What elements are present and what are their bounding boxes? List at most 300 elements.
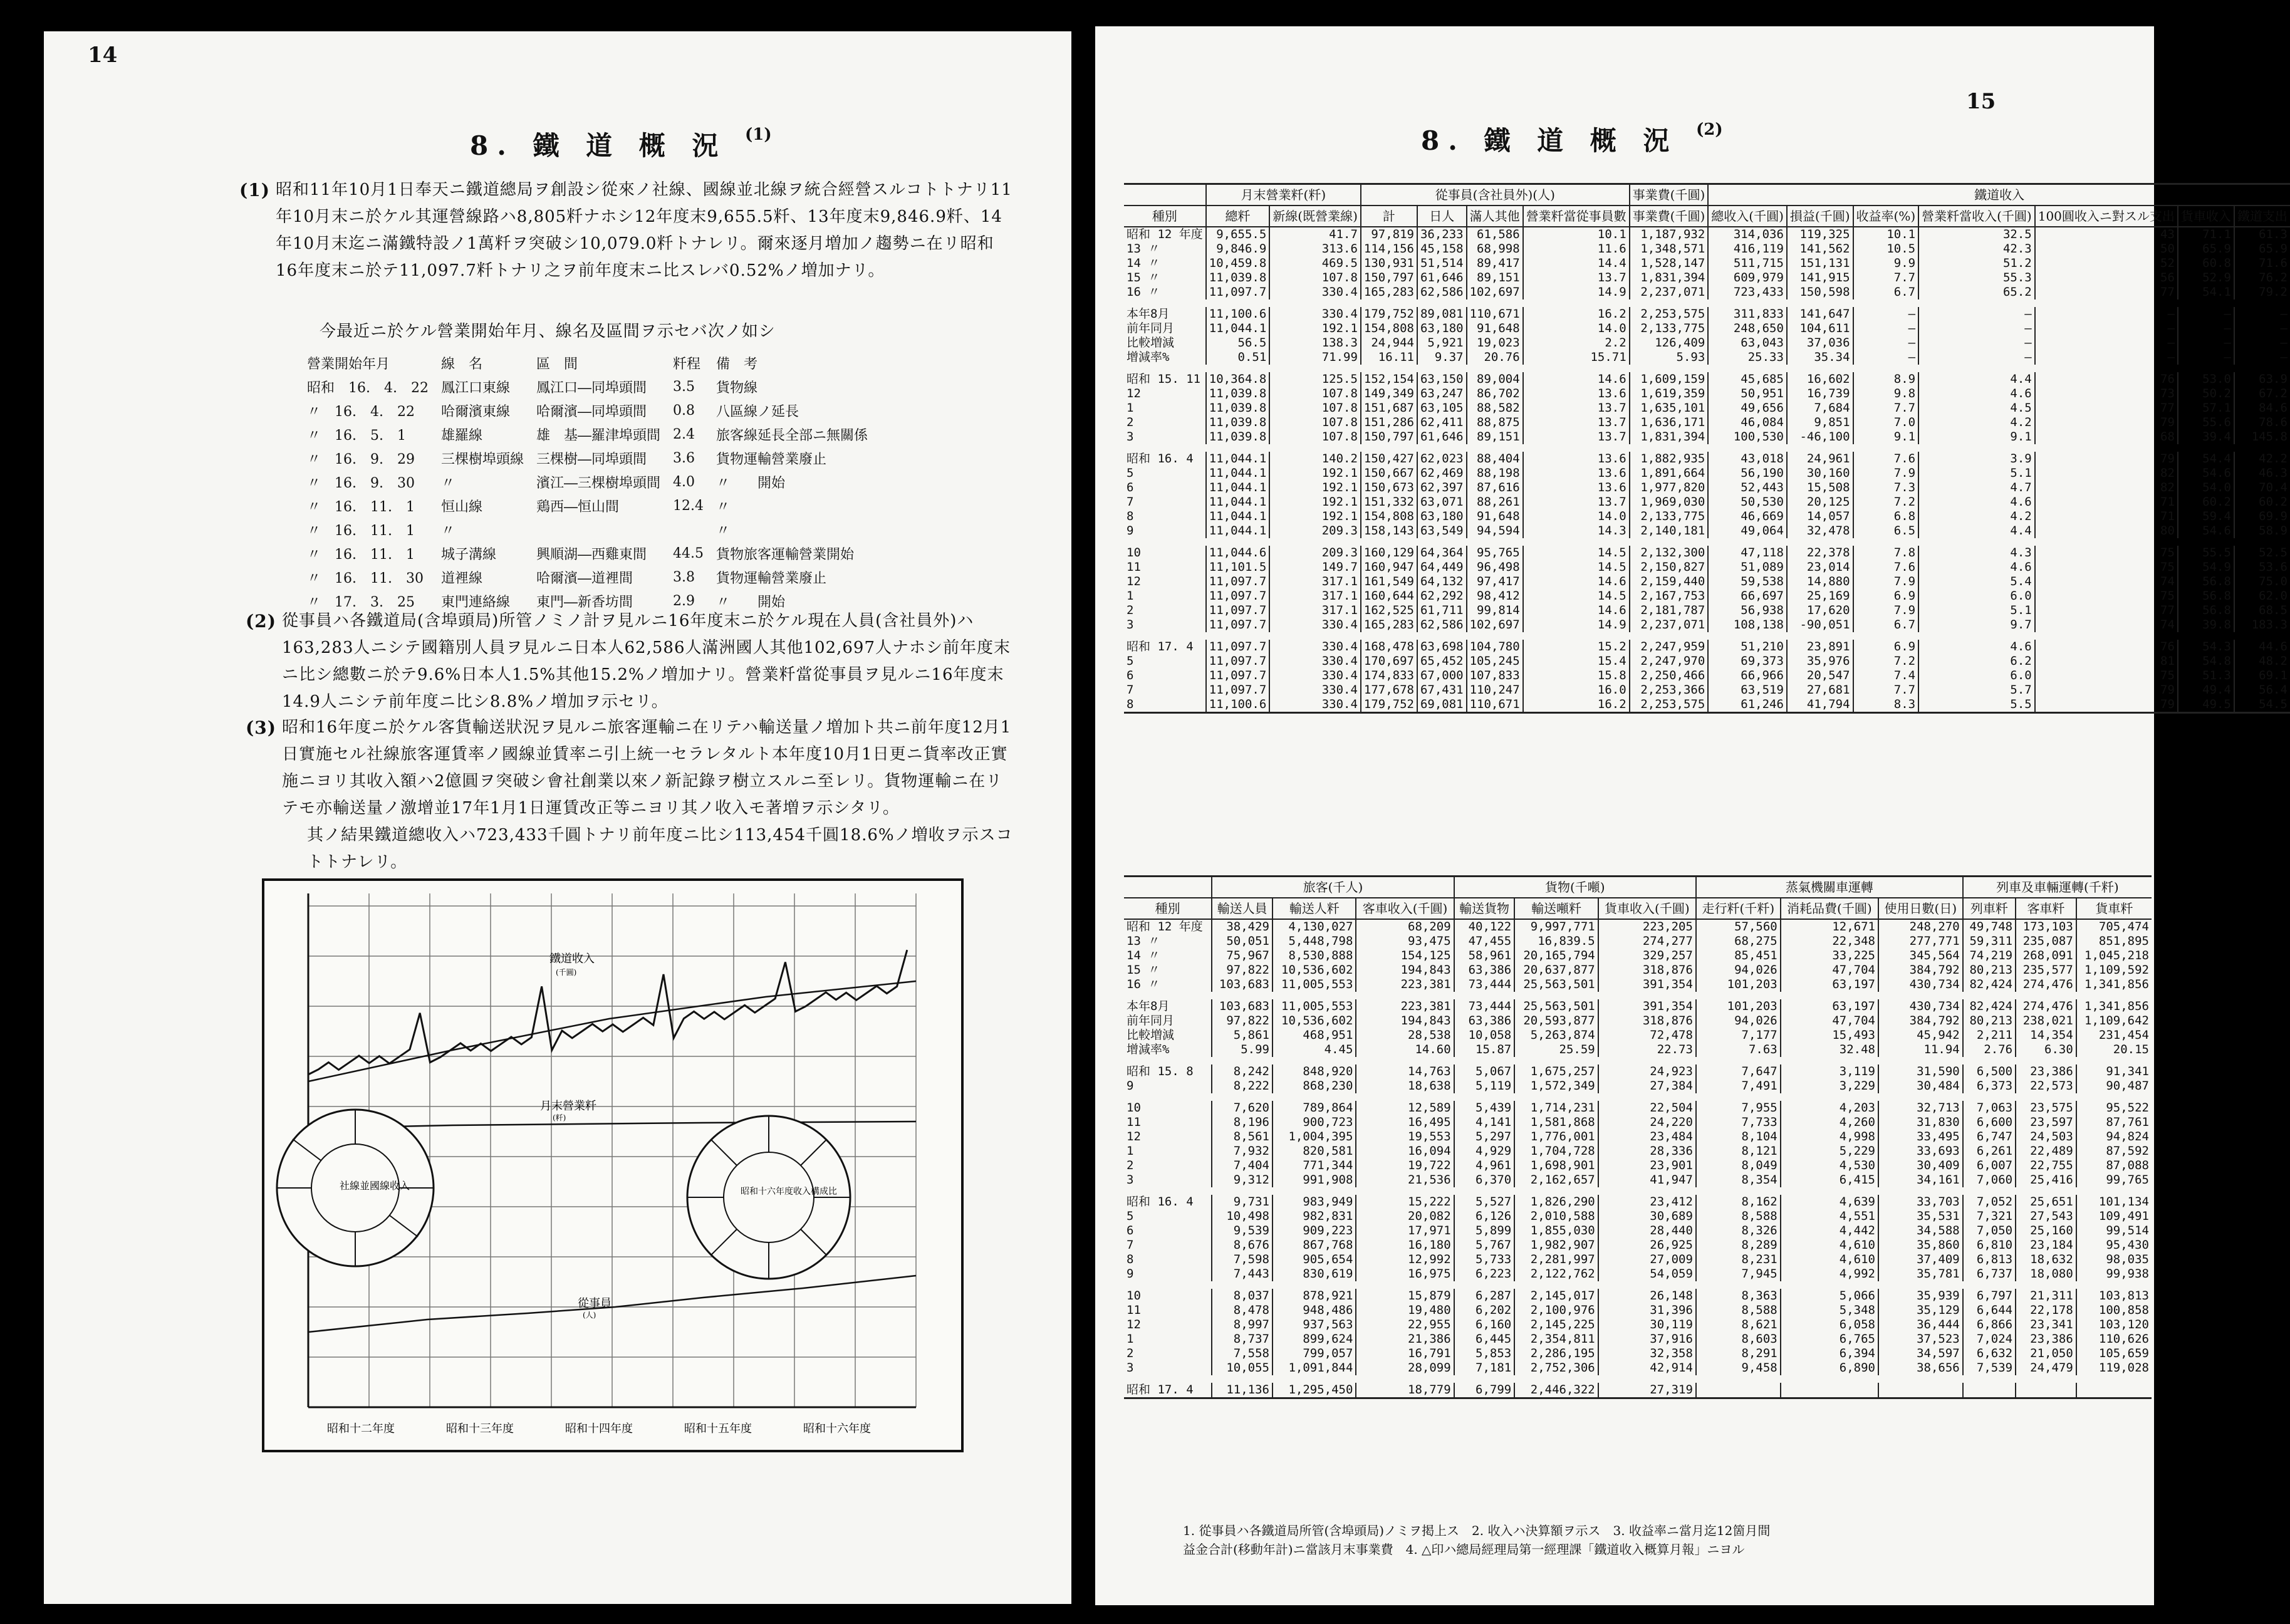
column-header: 新線(既營業線) [1269,206,1361,227]
table-cell: 38,656 [1878,1361,1963,1375]
table-cell: 22,504 [1598,1101,1696,1115]
table-cell: 27,384 [1598,1079,1696,1093]
table-cell: — [2035,350,2178,365]
table-cell: 138.3 [1269,336,1361,350]
table-row [1124,509,2290,524]
table-cell: 2.4 [673,426,695,442]
table-cell: 60.2 [2178,495,2234,509]
table-cell: 98,412 [1467,589,1523,603]
table-cell: 152,154 [1361,372,1417,387]
table-cell: 22,348 [1781,934,1878,949]
table-cell: 140.2 [1269,452,1361,466]
column-header: 輸送人員 [1212,898,1273,919]
table-row [1124,452,2290,466]
table-cell: 8,354 [1696,1173,1781,1187]
table-cell: 12,992 [1356,1252,1454,1267]
table-cell: 1,045,218 [2076,949,2152,963]
table-cell: 95,522 [2076,1101,2152,1115]
table-cell: 2,237,071 [1630,618,1709,632]
table-cell: 28,336 [1598,1144,1696,1158]
pie-right-label: 昭和十六年度收入構成比 [741,1187,837,1197]
table-cell: 982,831 [1273,1209,1356,1224]
table-cell: 47,704 [1781,963,1878,977]
table-cell: 80,213 [1963,963,2016,977]
table-cell: 36,444 [1878,1318,1963,1332]
table-cell: 948,486 [1273,1303,1356,1318]
table-header-row [301,351,874,375]
table-cell: 51.3 [2178,669,2234,683]
table-cell: — [2234,307,2290,321]
table-cell: 5.99 [1212,1043,1273,1057]
table-cell: 789,864 [1273,1101,1356,1115]
table-cell: 〃 [440,475,455,491]
group-header: 從事員(含社員外)(人) [1361,184,1630,206]
table-cell: 〃 16. 11. 1 [307,546,415,563]
table-cell: 8,737 [1212,1332,1273,1346]
table-row [1124,336,2290,350]
table-cell: 〃 16. 5. 1 [307,427,406,444]
table-cell: 37,523 [1878,1332,1963,1346]
table-row [1124,683,2290,697]
table-cell: 49,656 [1708,401,1787,415]
spacer-cell [1124,365,2290,372]
table-cell: 39.4 [2178,430,2234,444]
table-cell: 貨物旅客運輸營業開始 [716,546,855,563]
table-cell: 6.9 [1853,589,1919,603]
table-cell: 68 [2035,430,2178,444]
table-cell: 2,752,306 [1514,1361,1598,1375]
table-cell: 79 [2035,415,2178,430]
table-cell: 56.4 [2234,683,2290,697]
table-cell: 〃 16. 11. 1 [307,499,415,515]
table-cell: 2,167,753 [1630,589,1709,603]
table-cell [2076,1383,2152,1398]
table-row [1124,1130,2152,1144]
paragraph-text: 昭和16年度ニ於ケル客貨輸送狀況ヲ見ルニ旅客運輸ニ在リテハ輸送量ノ増加ト共ニ前年度12月1日實施セル社線旅客運賃率ノ國線並賃率ニ引上統一セラレタルト本年度10月1日更ニ貨率改正實施ニヨリ其收入額ハ2億圓ヲ突破シ會社創業以來ノ新記錄ヲ樹立スルニ至レリ。貨物運輸ニ在リテモ亦輸送量ノ激增並17年1月1日運賃改正等ニヨリ其ノ收入モ著増ヲ示シタリ。 [282,718,1012,818]
income-unit: (千圓) [556,968,577,977]
table-cell: 4,610 [1781,1252,1878,1267]
table-cell: 54.6 [2178,524,2234,538]
table-cell: 8,588 [1696,1209,1781,1224]
table-cell: 54.5 [2234,697,2290,713]
table-cell: 4.6 [1918,495,2035,509]
row-label: 7 [1127,683,1134,697]
table-cell: 31,396 [1598,1303,1696,1318]
table-cell: 154,808 [1361,321,1417,336]
table-cell: — [2035,321,2178,336]
row-label: 8 [1127,509,1134,523]
column-header: 滿人其他 [1467,206,1523,227]
row-label: 增減率% [1127,1043,1170,1056]
page-title [1421,120,1723,158]
table-cell: 27,681 [1787,683,1853,697]
table-cell: 71 [2035,509,2178,524]
table-cell: 1,855,030 [1514,1224,1598,1238]
table-cell: 22,378 [1787,546,1853,560]
table-cell: 63,150 [1417,372,1467,387]
table-cell: 10,536,602 [1273,1014,1356,1028]
table-cell: 7,060 [1963,1173,2016,1187]
table-cell: 108,138 [1708,618,1787,632]
table-cell: 126,409 [1630,336,1709,350]
table-cell: 6.7 [1853,285,1919,299]
group-header: 貨物(千噸) [1454,877,1696,898]
row-label: 前年同月 [1127,1014,1175,1028]
table-cell: 85,451 [1696,949,1781,963]
table-cell: 11,097.7 [1206,603,1270,618]
table-cell: 98,035 [2076,1252,2152,1267]
table-cell: 330.4 [1269,640,1361,654]
table-cell: 8,561 [1212,1130,1273,1144]
table-cell: — [2234,336,2290,350]
row-label: 13 〃 [1127,934,1160,948]
table-cell: 192.1 [1269,509,1361,524]
table-row [1124,1361,2152,1375]
table-cell: 54.8 [2178,654,2234,669]
table-cell: 40,122 [1454,919,1515,934]
table-cell: 51,514 [1417,256,1467,271]
row-label: 14 〃 [1127,949,1160,962]
column-header: 收益率(%) [1853,206,1919,227]
table-cell: 109,491 [2076,1209,2152,1224]
row-label: 11 [1127,1303,1141,1317]
table-row [1124,560,2290,575]
table-cell: 7,955 [1696,1101,1781,1115]
table-cell: 38,429 [1212,919,1273,934]
table-cell: 65.2 [1918,285,2035,299]
table-cell: 〃 [440,523,455,539]
group-header-blank [1124,877,1212,898]
table-cell: 104,780 [1467,640,1523,654]
table-cell: 1,635,101 [1630,401,1709,415]
table-cell: 28,538 [1356,1028,1454,1043]
table-cell: 63,698 [1417,640,1467,654]
table-cell: 81 [2035,654,2178,669]
table-cell: 162,525 [1361,603,1417,618]
row-label: 3 [1127,1173,1134,1187]
table-cell: 11.6 [1523,242,1630,256]
table-cell: 14.9 [1523,618,1630,632]
table-cell: 4,998 [1781,1130,1878,1144]
table-cell: 88,582 [1467,401,1523,415]
table-cell: 6,797 [1963,1289,2016,1303]
table-cell: 141,562 [1787,242,1853,256]
income-label: 鐵道收入 [549,952,595,966]
table-cell: 8.9 [1853,372,1919,387]
table-cell: 22.73 [1598,1043,1696,1057]
table-cell: 35,781 [1878,1267,1963,1281]
table-cell: 14.5 [1523,546,1630,560]
table-cell: 91,648 [1467,509,1523,524]
table-cell: 63,247 [1417,387,1467,401]
table-cell: 1,831,394 [1630,271,1709,285]
table-cell: 65,452 [1417,654,1467,669]
table-cell: 56,190 [1708,466,1787,481]
table-row [1124,1195,2152,1209]
table-cell: 11,044.1 [1206,321,1270,336]
table-cell: 771,344 [1273,1158,1356,1173]
table-cell: 6,813 [1963,1252,2016,1267]
table-cell: 74 [2035,575,2178,589]
table-cell: 62,292 [1417,589,1467,603]
table-cell: 6,202 [1454,1303,1515,1318]
table-cell: 11,044.1 [1206,509,1270,524]
table-cell: 20.76 [1467,350,1523,365]
table-cell: 鶏西―恒山間 [536,499,620,515]
table-cell: 11,097.7 [1206,285,1270,299]
x-group-label: 昭和十三年度 [446,1422,514,1435]
table-cell: 46,669 [1708,509,1787,524]
table-cell: 35,939 [1878,1289,1963,1303]
title-part: (2) [1695,120,1723,139]
table-cell: 6,126 [1454,1209,1515,1224]
table-cell: 88,198 [1467,466,1523,481]
table-cell: 28,440 [1598,1224,1696,1238]
table-cell: 3.5 [673,378,695,395]
table-cell: 33,495 [1878,1130,1963,1144]
table-cell: 89,004 [1467,372,1523,387]
table-cell: 51.2 [1918,256,2035,271]
spacer-cell [1124,1057,2152,1064]
table-cell: 11,044.1 [1206,481,1270,495]
table-cell: 150,797 [1361,430,1417,444]
group-header: 列車及車輛運轉(千粁) [1963,877,2152,898]
table-cell: 6,160 [1454,1318,1515,1332]
row-spacer [1124,632,2290,640]
table-row [1124,669,2290,683]
paragraph-1 [239,177,1015,284]
table-cell: 6,394 [1781,1346,1878,1361]
table-cell: 〃 開始 [716,594,786,610]
table-cell: 8,621 [1696,1318,1781,1332]
table-cell: 16,094 [1356,1144,1454,1158]
table-cell: 63,549 [1417,524,1467,538]
table-cell: 68,209 [1356,919,1454,934]
table-cell: 57,560 [1696,919,1781,934]
table-cell: 6,445 [1454,1332,1515,1346]
table-cell: 11,005,553 [1273,977,1356,992]
table-cell: 7,177 [1696,1028,1781,1043]
table-cell: 248,650 [1708,321,1787,336]
table-cell: 194,843 [1356,1014,1454,1028]
table-cell: 151,286 [1361,415,1417,430]
table-cell: 46.3 [2234,466,2290,481]
table-cell: 79 [2035,683,2178,697]
table-cell: 21,311 [2016,1289,2076,1303]
table-cell: 44.6 [2234,640,2290,654]
column-header: 消耗品費(千圓) [1781,898,1878,919]
table-cell: 23,014 [1787,560,1853,575]
table-cell: 10.5 [1853,242,1919,256]
pie-left-label: 社線並國線收入 [340,1180,410,1192]
table-cell: 7.2 [1853,495,1919,509]
table-cell: 4,530 [1781,1158,1878,1173]
table-cell: 905,654 [1273,1252,1356,1267]
table-cell: 71.6 [2234,256,2290,271]
table-cell: 6.0 [1918,669,2035,683]
table-cell: 54.9 [2178,560,2234,575]
table-row [1124,1115,2152,1130]
table-cell: 80 [2035,524,2178,538]
spacer-cell [1124,538,2290,546]
table-cell: 6,600 [1963,1115,2016,1130]
table-cell: 5.4 [1918,575,2035,589]
column-header: 總收入(千圓) [1708,206,1787,227]
row-label: 2 [1127,1158,1134,1172]
table-cell: 42.3 [1918,242,2035,256]
table-cell: 1,714,231 [1514,1101,1598,1115]
table-cell: 〃 16. 9. 30 [307,475,415,491]
group-header: 旅客(千人) [1212,877,1454,898]
table-cell: 87,761 [2076,1115,2152,1130]
table-cell: 31,590 [1878,1064,1963,1079]
table-cell: 20.15 [2076,1043,2152,1057]
table-cell: — [1918,321,2035,336]
table-cell: 35.34 [1787,350,1853,365]
table-cell: 61,646 [1417,271,1467,285]
table-cell: 13.7 [1523,401,1630,415]
table-row [301,541,874,565]
table-cell: 104,611 [1787,321,1853,336]
table-cell: 318,876 [1598,1014,1696,1028]
group-header: 月末營業粁(粁) [1206,184,1361,206]
table-cell: 830,619 [1273,1267,1356,1281]
table-cell: 2,132,300 [1630,546,1709,560]
table-cell: 15,508 [1787,481,1853,495]
column-header-row [1124,206,2290,227]
table-cell: 三棵樹―同埠頭間 [536,451,647,467]
group-header: 事業費(千圓) [1630,184,1709,206]
spacer-cell [1124,1093,2152,1101]
table-cell: 3.6 [673,450,695,466]
table-cell: 6.9 [1853,640,1919,654]
spacer-cell [1124,992,2152,999]
table-row [1124,1079,2152,1093]
row-label: 7 [1127,1238,1134,1252]
column-header: 走行粁(千粁) [1696,898,1781,919]
table-cell: 89,151 [1467,430,1523,444]
table-cell: 1,091,844 [1273,1361,1356,1375]
table-cell: 7,443 [1212,1267,1273,1281]
table-cell: 47,704 [1781,1014,1878,1028]
table-cell: 62,411 [1417,415,1467,430]
table-cell: 909,223 [1273,1224,1356,1238]
table-cell: 21,050 [2016,1346,2076,1361]
table-cell: 937,563 [1273,1318,1356,1332]
km-label: 月末營業粁 [540,1100,596,1113]
table-cell: 6,747 [1963,1130,2016,1144]
table-cell: 150,427 [1361,452,1417,466]
table-cell: 昭和 16. 4. 22 [307,380,429,396]
column-header: 總粁 [1206,206,1270,227]
column-header: 輸送人粁 [1273,898,1356,919]
table-cell: 799,057 [1273,1346,1356,1361]
table-cell: 110,247 [1467,683,1523,697]
table-cell: 7,647 [1696,1064,1781,1079]
table-row [1124,949,2152,963]
table-cell: 899,624 [1273,1332,1356,1346]
title-text: 8. 鐵 道 概 況 [470,130,727,161]
table-cell: 851,895 [2076,934,2152,949]
table-cell: 1,891,664 [1630,466,1709,481]
railway-summary-table [1124,183,2290,714]
table-cell: 107.8 [1269,271,1361,285]
table-cell: 705,474 [2076,919,2152,934]
table-cell: 32,358 [1598,1346,1696,1361]
table-cell: 6,287 [1454,1289,1515,1303]
table-cell: 5,527 [1454,1195,1515,1209]
column-header: 備 考 [716,356,758,372]
table-cell: 14.60 [1356,1043,1454,1057]
table-cell: 73,444 [1454,999,1515,1014]
table-cell: 25,563,501 [1514,977,1598,992]
table-cell: 6,373 [1963,1079,2016,1093]
table-cell: 9,731 [1212,1195,1273,1209]
table-cell: 63.9 [2234,372,2290,387]
table-cell: 24,923 [1598,1064,1696,1079]
table-cell: 1,636,171 [1630,415,1709,430]
table-cell: 7.9 [1853,603,1919,618]
paragraph-3b: 其ノ結果鐵道總收入ハ723,433千圓トナリ前年度ニ比シ113,454千圓18.6%ノ増收ヲ示スコトトナレリ。 [307,826,1013,872]
table-row [1124,977,2152,992]
table-cell: 30,160 [1787,466,1853,481]
row-label: 15 〃 [1127,271,1160,284]
table-cell: 14.4 [1523,256,1630,271]
table-cell: 14.6 [1523,603,1630,618]
table-row [301,422,874,446]
table-cell: 5,066 [1781,1289,1878,1303]
table-row [1124,1267,2152,1281]
table-row [1124,697,2290,713]
table-cell: 5,853 [1454,1346,1515,1361]
table-cell: 33,703 [1878,1195,1963,1209]
table-cell: 11,039.8 [1206,415,1270,430]
table-cell: 4.7 [1918,481,2035,495]
table-cell: 31,830 [1878,1115,1963,1130]
table-cell: 58,961 [1454,949,1515,963]
table-cell: 110,671 [1467,697,1523,713]
table-row [1124,1289,2152,1303]
table-row [1124,963,2152,977]
footnote-line: 益金合計(移動年計)ニ當該月末事業費 4. △印ハ總局經理局第一經理課「鐵道收入概算月報」ニヨル [1183,1542,1745,1557]
table-cell: 32,713 [1878,1101,1963,1115]
table-cell: 91,341 [2076,1064,2152,1079]
table-cell: 9.1 [1918,430,2035,444]
table-cell: 9.1 [1853,430,1919,444]
table-cell: 71 [2035,495,2178,509]
table-cell: 15,879 [1356,1289,1454,1303]
table-cell: 9,655.5 [1206,227,1270,242]
paragraph-text: 昭和11年10月1日奉天ニ鐵道總局ヲ創設シ從來ノ社線、國線並北線ヲ統合經營スルコトトナリ11年10月末ニ於ケル其運營線路ハ8,805粁ナホシ12年度末9,655.5粁、13年度末9,846.9粁、14年10月末迄ニ滿鐵特設ノ1萬粁ヲ突破シ10,079.0粁トナレリ。爾來逐月増加ノ趨勢ニ在リ昭和16年度末ニ於テ11,097.7粁トナリ之ヲ前年度末ニ比スレバ0.52%ノ増加ナリ。 [276,180,1012,280]
table-cell: 3.9 [1918,452,2035,466]
table-cell: 107,833 [1467,669,1523,683]
table-cell: 65.9 [2178,242,2234,256]
table-cell: 54.4 [2178,452,2234,466]
row-spacer [1124,1281,2152,1289]
table-cell: 4,141 [1454,1115,1515,1130]
table-cell: 5.93 [1630,350,1709,365]
table-cell: 〃 16. 9. 29 [307,451,415,467]
table-cell: 78.6 [2234,415,2290,430]
table-cell: 391,354 [1598,977,1696,992]
table-cell: 61,586 [1467,227,1523,242]
table-cell: 23,901 [1598,1158,1696,1173]
table-cell: 20,165,794 [1514,949,1598,963]
table-cell: 150,667 [1361,466,1417,481]
table-cell: 168,478 [1361,640,1417,654]
table-cell: 13.6 [1523,466,1630,481]
table-row [301,470,874,494]
